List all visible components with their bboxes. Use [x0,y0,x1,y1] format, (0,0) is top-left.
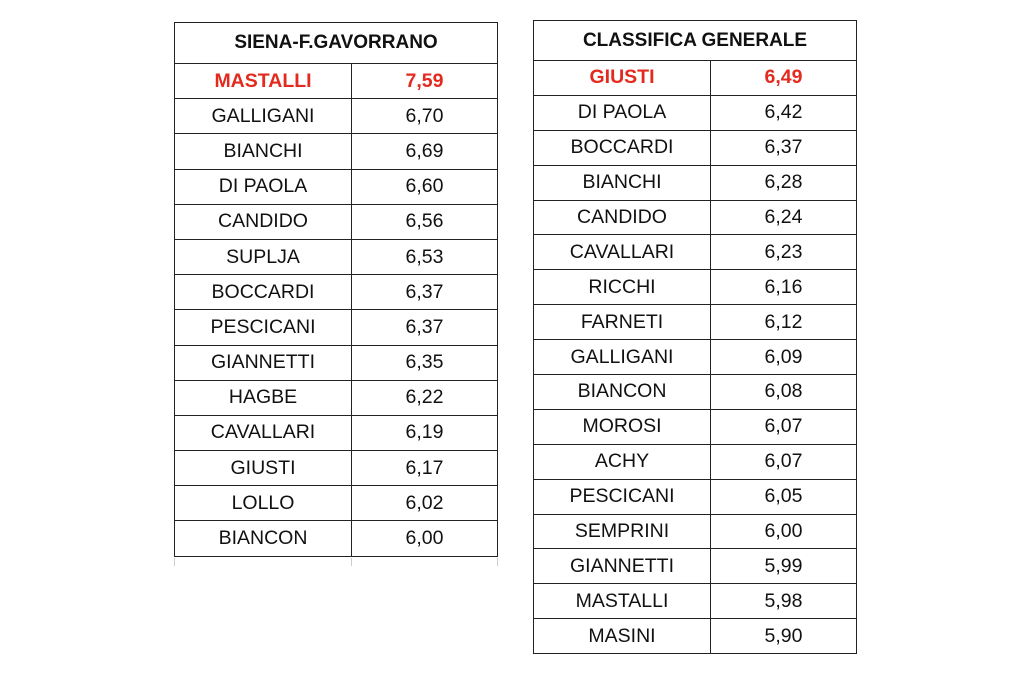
player-name: MOROSI [534,409,711,444]
player-name: MASINI [534,619,711,654]
player-score: 6,35 [352,345,498,380]
top-ranked-row [175,64,498,99]
table-row [175,204,498,239]
player-name: GIUSTI [534,61,711,96]
table-row [534,514,857,549]
player-name: SEMPRINI [534,514,711,549]
player-score: 6,69 [352,134,498,169]
player-score: 6,49 [711,61,857,96]
player-name: SUPLJA [175,239,352,274]
top-ranked-row [534,61,857,96]
table-row [175,99,498,134]
player-name: PESCICANI [534,479,711,514]
player-score: 6,07 [711,444,857,479]
table-row [534,165,857,200]
table-row [534,200,857,235]
overall-ranking-table [533,20,857,654]
player-score: 6,16 [711,270,857,305]
match-ratings-title: SIENA-F.GAVORRANO [175,23,498,64]
gridline-tick [351,558,352,566]
player-score: 6,53 [352,239,498,274]
player-score: 6,37 [352,275,498,310]
player-score: 6,17 [352,451,498,486]
player-score: 6,02 [352,486,498,521]
player-score: 6,22 [352,380,498,415]
table-row [534,409,857,444]
player-name: BIANCON [534,375,711,410]
table-row [175,521,498,556]
player-score: 6,23 [711,235,857,270]
player-score: 6,05 [711,479,857,514]
player-name: PESCICANI [175,310,352,345]
table-row [534,95,857,130]
player-score: 6,24 [711,200,857,235]
player-name: BIANCHI [534,165,711,200]
player-name: GIANNETTI [175,345,352,380]
player-score: 7,59 [352,64,498,99]
player-score: 6,56 [352,204,498,239]
player-name: MASTALLI [534,584,711,619]
table-row [175,345,498,380]
player-name: CAVALLARI [175,415,352,450]
player-name: DI PAOLA [175,169,352,204]
player-score: 6,60 [352,169,498,204]
table-row [534,375,857,410]
player-name: HAGBE [175,380,352,415]
table-row [534,549,857,584]
player-name: CANDIDO [175,204,352,239]
table-row [175,451,498,486]
table-row [534,444,857,479]
player-name: MASTALLI [175,64,352,99]
player-score: 6,19 [352,415,498,450]
table-row [175,415,498,450]
player-name: CANDIDO [534,200,711,235]
table-row [175,169,498,204]
player-name: ACHY [534,444,711,479]
player-score: 6,00 [711,514,857,549]
player-name: BIANCON [175,521,352,556]
table-row [175,310,498,345]
player-name: BOCCARDI [534,130,711,165]
table-row [175,239,498,274]
player-name: GIUSTI [175,451,352,486]
gridline-tick [497,558,498,566]
player-name: RICCHI [534,270,711,305]
player-name: BOCCARDI [175,275,352,310]
table-row [175,134,498,169]
player-name: FARNETI [534,305,711,340]
player-score: 6,12 [711,305,857,340]
player-name: GIANNETTI [534,549,711,584]
player-name: GALLIGANI [534,340,711,375]
player-score: 6,37 [711,130,857,165]
player-score: 6,08 [711,375,857,410]
player-score: 6,09 [711,340,857,375]
table-row [534,305,857,340]
gridline-tick [174,558,175,566]
player-score: 6,00 [352,521,498,556]
player-name: BIANCHI [175,134,352,169]
player-name: DI PAOLA [534,95,711,130]
player-score: 6,42 [711,95,857,130]
table-row [534,235,857,270]
table-row [534,619,857,654]
player-score: 6,70 [352,99,498,134]
player-score: 5,90 [711,619,857,654]
table-row [534,130,857,165]
table-row [175,275,498,310]
table-row [534,584,857,619]
player-score: 6,37 [352,310,498,345]
player-score: 6,28 [711,165,857,200]
table-row [175,486,498,521]
player-score: 5,99 [711,549,857,584]
overall-ranking-title: CLASSIFICA GENERALE [534,21,857,61]
table-row [175,380,498,415]
player-name: GALLIGANI [175,99,352,134]
table-row [534,270,857,305]
player-score: 6,07 [711,409,857,444]
player-name: CAVALLARI [534,235,711,270]
table-row [534,340,857,375]
match-ratings-table [174,22,498,557]
player-score: 5,98 [711,584,857,619]
table-row [534,479,857,514]
player-name: LOLLO [175,486,352,521]
